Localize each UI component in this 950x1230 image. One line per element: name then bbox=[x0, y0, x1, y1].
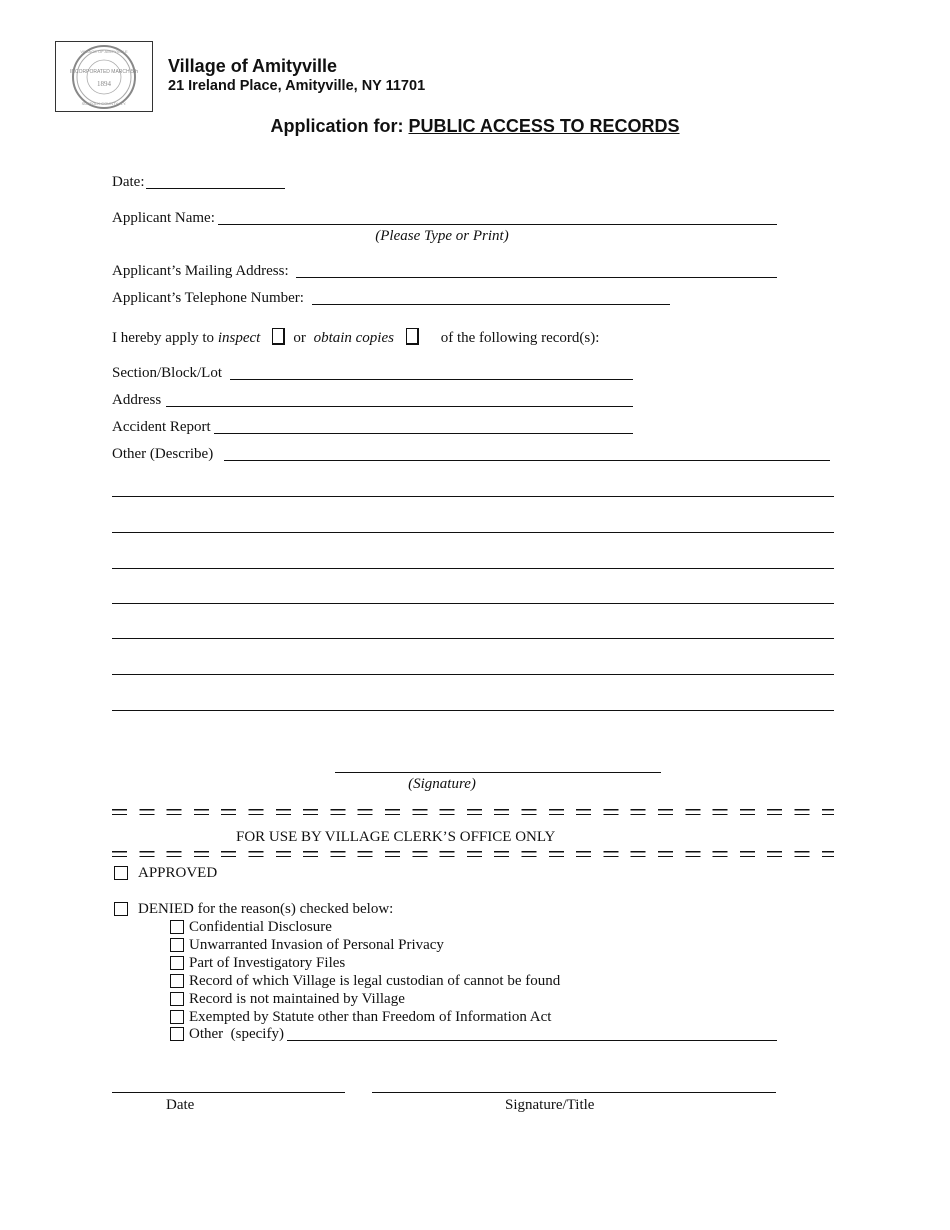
reason-label-not-found: Record of which Village is legal custodian of cannot be found bbox=[189, 973, 561, 989]
seal-top-text: VILLAGE OF AMITYVILLE bbox=[80, 49, 128, 54]
apply-lead: I hereby apply to bbox=[112, 330, 215, 346]
signature-label: (Signature) bbox=[408, 776, 476, 792]
village-address: 21 Ireland Place, Amityville, NY 11701 bbox=[168, 78, 426, 94]
clerk-signature-input-line[interactable] bbox=[372, 1092, 776, 1093]
reason-checkbox-not-found[interactable] bbox=[170, 974, 184, 988]
telephone-input-line[interactable] bbox=[312, 304, 670, 305]
clerk-date-label: Date bbox=[166, 1097, 195, 1113]
village-name: Village of Amityville bbox=[168, 56, 338, 76]
denied-label: DENIED for the reason(s) checked below: bbox=[138, 901, 394, 917]
approved-checkbox[interactable] bbox=[114, 866, 128, 880]
reason-checkbox-investigatory[interactable] bbox=[170, 956, 184, 970]
reason-label-not-maintained: Record is not maintained by Village bbox=[189, 991, 405, 1007]
applicant-name-label: Applicant Name: bbox=[112, 210, 215, 226]
accident-report-label: Accident Report bbox=[112, 419, 211, 435]
address-input-line[interactable] bbox=[166, 406, 633, 407]
description-line-5[interactable] bbox=[112, 638, 834, 639]
title-prefix: Application for: bbox=[270, 116, 404, 136]
applicant-name-input-line[interactable] bbox=[218, 224, 777, 225]
reason-checkbox-other[interactable] bbox=[170, 1027, 184, 1041]
village-seal-logo bbox=[56, 42, 152, 111]
signature-input-line[interactable] bbox=[335, 772, 661, 773]
name-hint: (Please Type or Print) bbox=[375, 228, 509, 244]
reason-checkbox-exempted[interactable] bbox=[170, 1010, 184, 1024]
mailing-address-label: Applicant’s Mailing Address: bbox=[112, 263, 289, 279]
apply-statement bbox=[112, 328, 599, 347]
reason-checkbox-not-maintained[interactable] bbox=[170, 992, 184, 1006]
reason-label-exempted: Exempted by Statute other than Freedom of Information Act bbox=[189, 1009, 552, 1025]
mailing-address-input-line[interactable] bbox=[296, 277, 777, 278]
page-title bbox=[0, 116, 950, 137]
apply-tail: of the following record(s): bbox=[440, 330, 600, 346]
date-input-line[interactable] bbox=[146, 188, 285, 189]
accident-report-input-line[interactable] bbox=[214, 433, 633, 434]
seal-frame bbox=[55, 41, 153, 112]
description-line-1[interactable] bbox=[112, 496, 834, 497]
description-line-4[interactable] bbox=[112, 603, 834, 604]
inspect-checkbox[interactable] bbox=[272, 328, 285, 345]
seal-bottom-text: SUFFOLK COUNTY N.Y. bbox=[81, 101, 127, 106]
apply-inspect: inspect bbox=[217, 330, 261, 346]
description-line-7[interactable] bbox=[112, 710, 834, 711]
reason-label-privacy: Unwarranted Invasion of Personal Privacy bbox=[189, 937, 444, 953]
approved-label: APPROVED bbox=[138, 865, 218, 881]
reason-checkbox-confidential[interactable] bbox=[170, 920, 184, 934]
seal-middle-text: INCORPORATED MARCH 5th bbox=[70, 69, 138, 75]
other-describe-input-line[interactable] bbox=[224, 460, 830, 461]
obtain-copies-checkbox[interactable] bbox=[406, 328, 419, 345]
reason-label-other: Other (specify) bbox=[189, 1026, 284, 1042]
clerk-signature-title-label: Signature/Title bbox=[505, 1097, 595, 1113]
apply-obtain: obtain copies bbox=[313, 330, 394, 346]
other-describe-label: Other (Describe) bbox=[112, 446, 214, 462]
other-specify-input-line[interactable] bbox=[287, 1040, 777, 1041]
clerk-divider-bottom bbox=[112, 851, 834, 857]
section-block-lot-input-line[interactable] bbox=[230, 379, 633, 380]
reason-checkbox-privacy[interactable] bbox=[170, 938, 184, 952]
reason-label-investigatory: Part of Investigatory Files bbox=[189, 955, 346, 971]
description-line-3[interactable] bbox=[112, 568, 834, 569]
denied-checkbox[interactable] bbox=[114, 902, 128, 916]
telephone-label: Applicant’s Telephone Number: bbox=[112, 290, 304, 306]
seal-year: 1894 bbox=[97, 80, 111, 88]
address-label: Address bbox=[112, 392, 162, 408]
date-label: Date: bbox=[112, 174, 145, 190]
description-line-6[interactable] bbox=[112, 674, 834, 675]
clerk-date-input-line[interactable] bbox=[112, 1092, 345, 1093]
description-line-2[interactable] bbox=[112, 532, 834, 533]
apply-or: or bbox=[293, 330, 306, 346]
clerk-divider-top bbox=[112, 809, 834, 815]
title-subject: PUBLIC ACCESS TO RECORDS bbox=[408, 116, 680, 136]
section-block-lot-label: Section/Block/Lot bbox=[112, 365, 222, 381]
reason-label-confidential: Confidential Disclosure bbox=[189, 919, 332, 935]
clerk-heading: FOR USE BY VILLAGE CLERK’S OFFICE ONLY bbox=[236, 829, 556, 845]
